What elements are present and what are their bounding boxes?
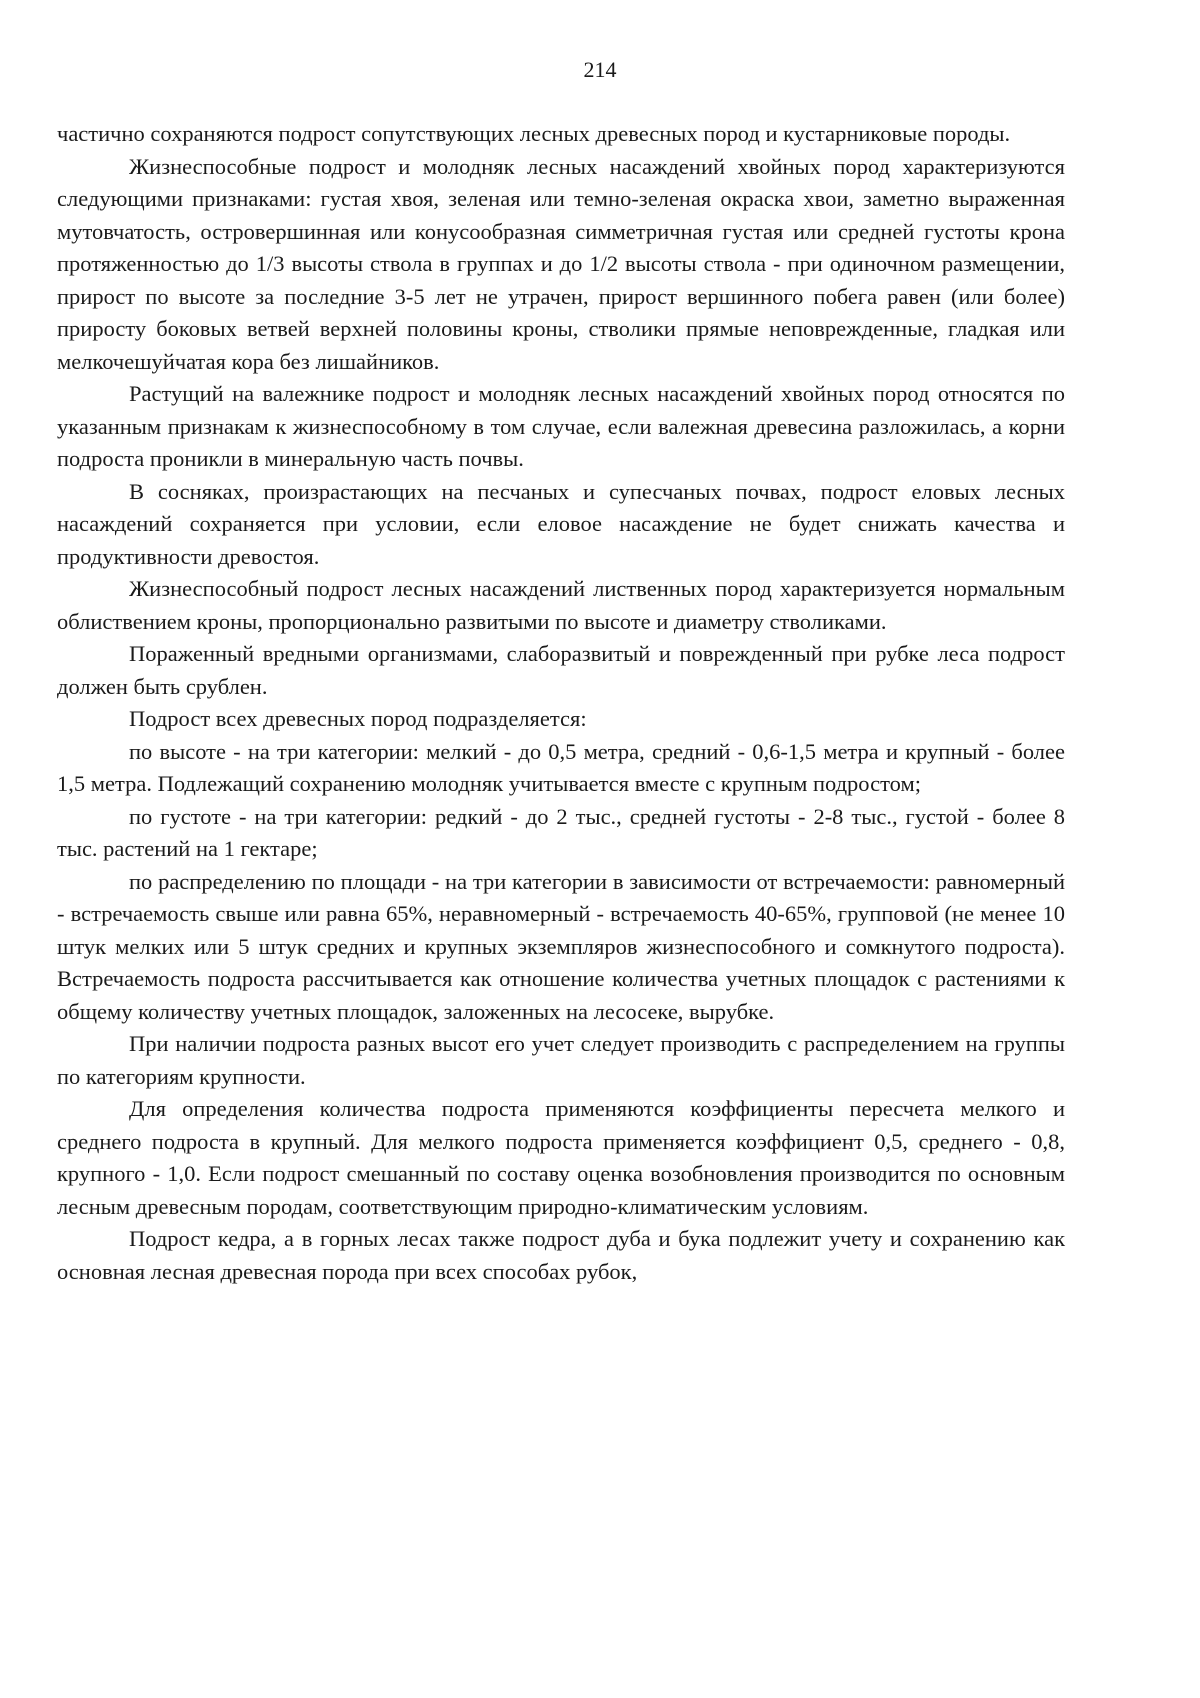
paragraph: Жизнеспособные подрост и молодняк лесных насаждений хвойных пород характеризуются следующими признаками: густая хвоя, зеленая или темно-зеленая окраска хвои, заметно выраженная мутовчатость, островершинная или конусообразная симметричная густая или средней густоты крона протяженностью до 1/3 высоты ствола в группах и до 1/2 высоты ствола - при одиночном размещении, прирост по высоте за последние 3-5 лет не утрачен, прирост вершинного побега равен (или более) приросту боковых ветвей верхней половины кроны, стволики прямые неповрежденные, гладкая или мелкочешуйчатая кора без лишайников.	[57, 153, 1065, 374]
paragraph: по высоте - на три категории: мелкий - до 0,5 метра, средний - 0,6-1,5 метра и крупный - более 1,5 метра. Подлежащий сохранению молодняк учитывается вместе с крупным подростом;	[57, 738, 1065, 796]
paragraph: Растущий на валежнике подрост и молодняк лесных насаждений хвойных пород относятся по указанным признакам к жизнеспособному в том случае, если валежная древесина разложилась, а корни подроста проникли в минеральную часть почвы.	[57, 381, 1065, 471]
paragraph: частично сохраняются подрост сопутствующих лесных древесных пород и кустарниковые породы.	[57, 121, 1011, 146]
paragraph: Жизнеспособный подрост лесных насаждений лиственных пород характеризуется нормальным облиствением кроны, пропорционально развитыми по высоте и диаметру стволиками.	[57, 576, 1065, 634]
paragraph: Подрост всех древесных пород подразделяется:	[129, 706, 587, 731]
paragraph: При наличии подроста разных высот его учет следует производить с распределением на группы по категориям крупности.	[57, 1031, 1065, 1089]
paragraph: по густоте - на три категории: редкий - до 2 тыс., средней густоты - 2-8 тыс., густой - более 8 тыс. растений на 1 гектаре;	[57, 803, 1065, 861]
paragraph: В сосняках, произрастающих на песчаных и супесчаных почвах, подрост еловых лесных насаждений сохраняется при условии, если еловое насаждение не будет снижать качества и продуктивности древостоя.	[57, 478, 1065, 569]
paragraph: Подрост кедра, а в горных лесах также подрост дуба и бука подлежит учету и сохранению как основная лесная древесная порода при всех способах рубок,	[57, 1226, 1065, 1284]
paragraph: Пораженный вредными организмами, слаборазвитый и поврежденный при рубке леса подрост должен быть срублен.	[57, 641, 1065, 699]
paragraph: по распределению по площади - на три категории в зависимости от встречаемости: равномерный - встречаемость свыше или равна 65%, неравномерный - встречаемость 40-65%, групповой (не менее 10 штук мелких или 5 штук средних и крупных экземпляров жизнеспособного и сомкнутого подроста). Встречаемость подроста рассчитывается как отношение количества учетных площадок с растениями к общему количеству учетных площадок, заложенных на лесосеке, вырубке.	[57, 868, 1065, 1024]
page-number: 214	[583, 57, 617, 82]
paragraph: Для определения количества подроста применяются коэффициенты пересчета мелкого и среднего подроста в крупный. Для мелкого подроста применяется коэффициент 0,5, среднего - 0,8, крупного - 1,0. Если подрост смешанный по составу оценка возобновления производится по основным лесным древесным породам, соответствующим природно-климатическим условиям.	[57, 1096, 1065, 1219]
text-body	[57, 118, 1065, 1288]
